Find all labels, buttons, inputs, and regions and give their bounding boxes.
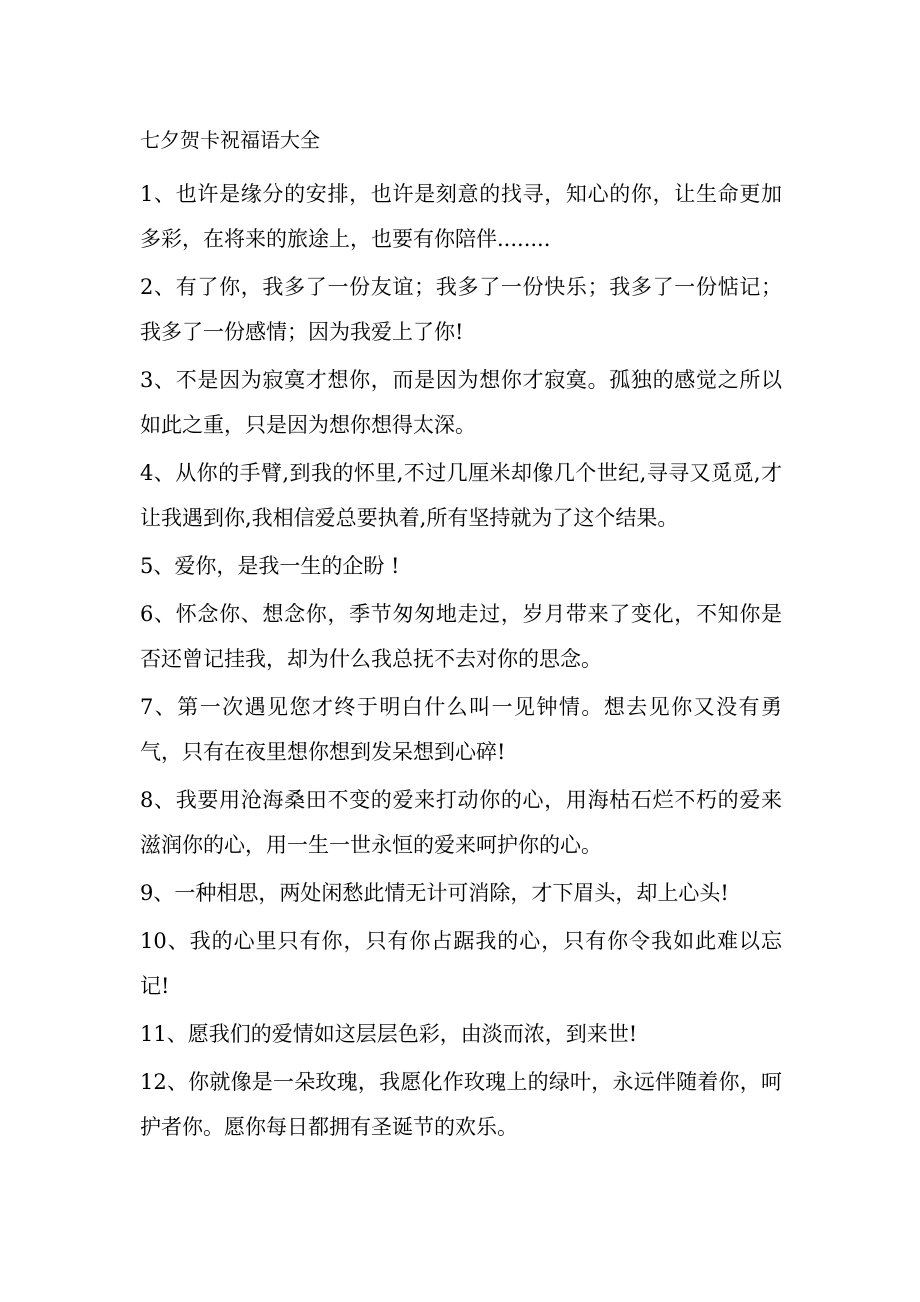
greeting-list	[140, 172, 782, 1153]
list-item: 10、我的心里只有你，只有你占踞我的心，只有你令我如此难以忘记!	[140, 929, 782, 998]
list-item: 5、爱你，是我一生的企盼 !	[140, 554, 400, 578]
list-item: 2、有了你，我多了一份友谊；我多了一份快乐；我多了一份惦记；我多了一份感情；因为我爱上了你!	[140, 275, 782, 344]
list-item: 12、你就像是一朵玫瑰，我愿化作玫瑰上的绿叶，永远伴随着你，呵护者你。愿你每日都拥有圣诞节的欢乐。	[140, 1070, 782, 1139]
list-item: 6、怀念你、想念你，季节匆匆地走过，岁月带来了变化，不知你是否还曾记挂我，却为什么我总抚不去对你的思念。	[140, 602, 782, 671]
list-item: 7、第一次遇见您才终于明白什么叫一见钟情。想去见你又没有勇气，只有在夜里想你想到发呆想到心碎!	[140, 695, 782, 764]
list-item: 8、我要用沧海桑田不变的爱来打动你的心，用海枯石烂不朽的爱来滋润你的心，用一生一世永恒的爱来呵护你的心。	[140, 788, 782, 857]
list-item: 9、一种相思，两处闲愁此情无计可消除，才下眉头，却上心头!	[140, 881, 729, 905]
list-item: 1、也许是缘分的安排，也许是刻意的找寻，知心的你，让生命更加多彩，在将来的旅途上，也要有你陪伴........	[140, 182, 782, 251]
list-item: 11、愿我们的爱情如这层层色彩，由淡而浓，到来世!	[140, 1022, 638, 1046]
list-item: 4、从你的手臂,到我的怀里,不过几厘米却像几个世纪,寻寻又觅觅,才让我遇到你,我相信爱总要执着,所有坚持就为了这个结果。	[140, 461, 782, 530]
list-item: 3、不是因为寂寞才想你，而是因为想你才寂寞。孤独的感觉之所以如此之重，只是因为想你想得太深。	[140, 368, 782, 437]
document-title: 七夕贺卡祝福语大全	[140, 128, 320, 152]
